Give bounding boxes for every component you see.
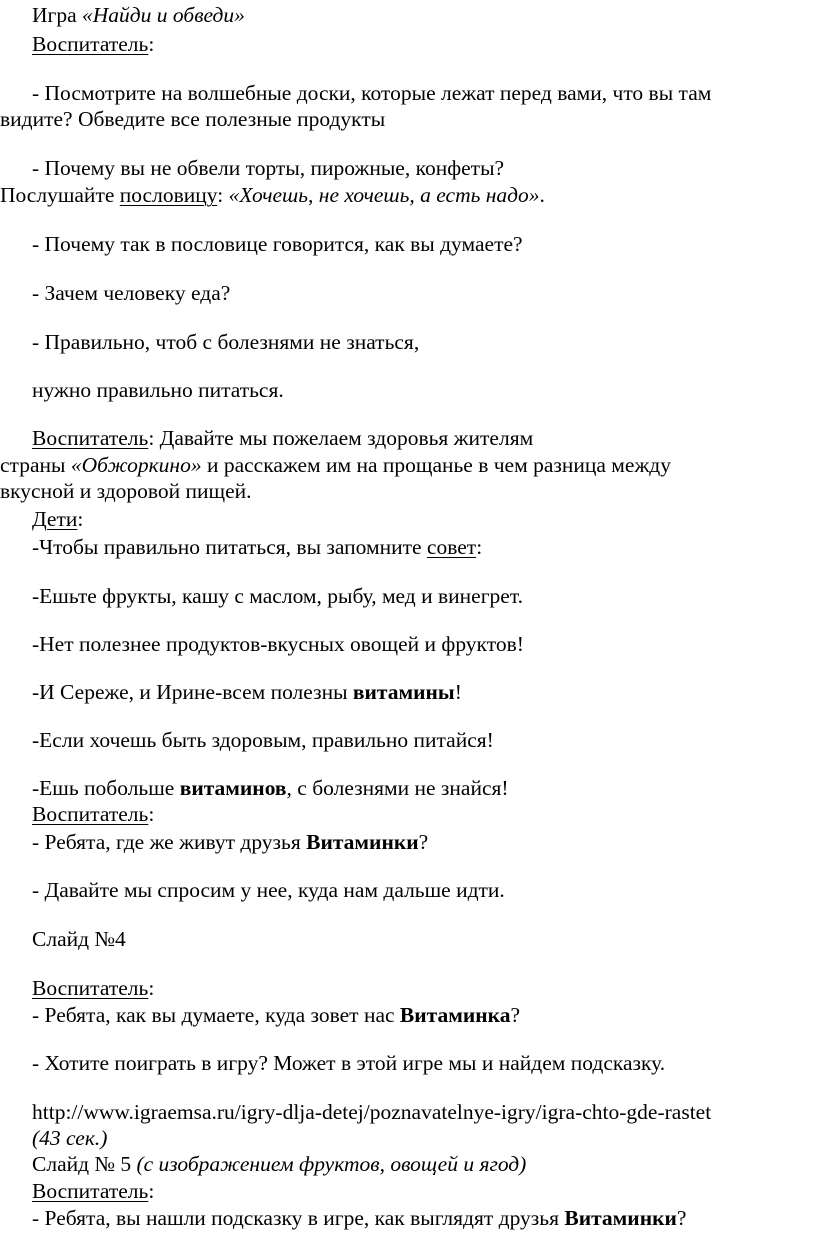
- country-name: «Обжоркино»: [70, 453, 202, 477]
- teacher-line-2: - Давайте мы спросим у нее, куда нам дальше идти.: [32, 878, 505, 902]
- children-line-1: -Чтобы правильно питаться, вы запомните совет:: [32, 535, 483, 559]
- children-heading: Дети:: [32, 507, 84, 531]
- teacher-heading-3: Воспитатель:: [32, 976, 155, 1000]
- proverb-word: пословицу: [119, 183, 218, 207]
- teacher-heading-4: Воспитатель:: [32, 1179, 155, 1203]
- teacher-label: Воспитатель: [32, 802, 149, 826]
- children-line-4: -И Сереже, и Ирине-всем полезны витамины!: [32, 680, 462, 704]
- teacher-paragraph-line-3: вкусной и здоровой пищей.: [0, 479, 252, 503]
- game-name: «Найди и обведи»: [82, 3, 245, 27]
- teacher-line-4: - Хотите поиграть в игру? Может в этой игре мы и найдем подсказку.: [32, 1051, 666, 1075]
- game-duration: (43 сек.): [32, 1126, 108, 1150]
- game-label: Игра: [32, 3, 83, 27]
- advice-word: совет: [426, 535, 477, 559]
- children-label: Дети: [32, 507, 78, 531]
- vitamins-bold: витамины: [352, 680, 455, 704]
- game-title-line: [32, 2, 245, 28]
- teacher-label: Воспитатель: [32, 1179, 149, 1203]
- teacher-label: Воспитатель: [32, 32, 149, 56]
- children-line-6: -Ешь побольше витаминов, с болезнями не знайся!: [32, 776, 509, 800]
- vitaminki-bold: Витаминки: [564, 1206, 677, 1230]
- teacher-paragraph-line-2: страны «Обжоркино» и расскажем им на прощанье в чем разница между: [0, 453, 671, 477]
- slide-5-description: (с изображением фруктов, овощей и ягод): [136, 1152, 527, 1176]
- teacher-paragraph-line-1: Воспитатель: Давайте мы пожелаем здоровья жителям: [32, 426, 534, 450]
- proverb-quote: «Хочешь, не хочешь, а есть надо»: [228, 183, 540, 207]
- teacher-line-5: - Ребята, вы нашли подсказку в игре, как выглядят друзья Витаминки?: [32, 1206, 687, 1230]
- teacher-line-3: - Ребята, как вы думаете, куда зовет нас Витаминка?: [32, 1003, 520, 1027]
- proverb-line: Послушайте пословицу: «Хочешь, не хочешь, а есть надо».: [0, 183, 545, 207]
- teacher-heading-2: Воспитатель:: [32, 802, 155, 826]
- rhyme-line-2: нужно правильно питаться.: [32, 378, 284, 402]
- teacher-heading-1: Воспитатель:: [32, 32, 155, 56]
- slide-4-label: Слайд №4: [32, 927, 126, 951]
- question-line-2: - Зачем человеку еда?: [32, 281, 231, 305]
- children-line-5: -Если хочешь быть здоровым, правильно питайся!: [32, 728, 494, 752]
- paragraph-2-line-1: - Почему вы не обвели торты, пирожные, конфеты?: [32, 156, 505, 180]
- teacher-label: Воспитатель: [32, 426, 149, 450]
- children-line-3: -Нет полезнее продуктов-вкусных овощей и фруктов!: [32, 632, 524, 656]
- paragraph-1-line-1: - Посмотрите на волшебные доски, которые лежат перед вами, что вы там: [32, 81, 712, 105]
- vitamins-bold: витаминов: [179, 776, 287, 800]
- question-line-1: - Почему так в пословице говорится, как вы думаете?: [32, 232, 523, 256]
- vitaminka-bold: Витаминка: [399, 1003, 511, 1027]
- game-url[interactable]: http://www.igraemsa.ru/igry-dlja-detej/poznavatelnye-igry/igra-chto-gde-rastet: [32, 1100, 712, 1124]
- teacher-label: Воспитатель: [32, 976, 149, 1000]
- vitaminki-bold: Витаминки: [306, 830, 419, 854]
- teacher-line-1: - Ребята, где же живут друзья Витаминки?: [32, 830, 429, 854]
- children-line-2: -Ешьте фрукты, кашу с маслом, рыбу, мед и винегрет.: [32, 584, 523, 608]
- paragraph-1-line-2: видите? Обведите все полезные продукты: [0, 107, 386, 131]
- rhyme-line-1: - Правильно, чтоб с болезнями не знаться,: [32, 330, 420, 354]
- slide-5-label: Слайд № 5 (с изображением фруктов, овощей и ягод): [32, 1152, 527, 1176]
